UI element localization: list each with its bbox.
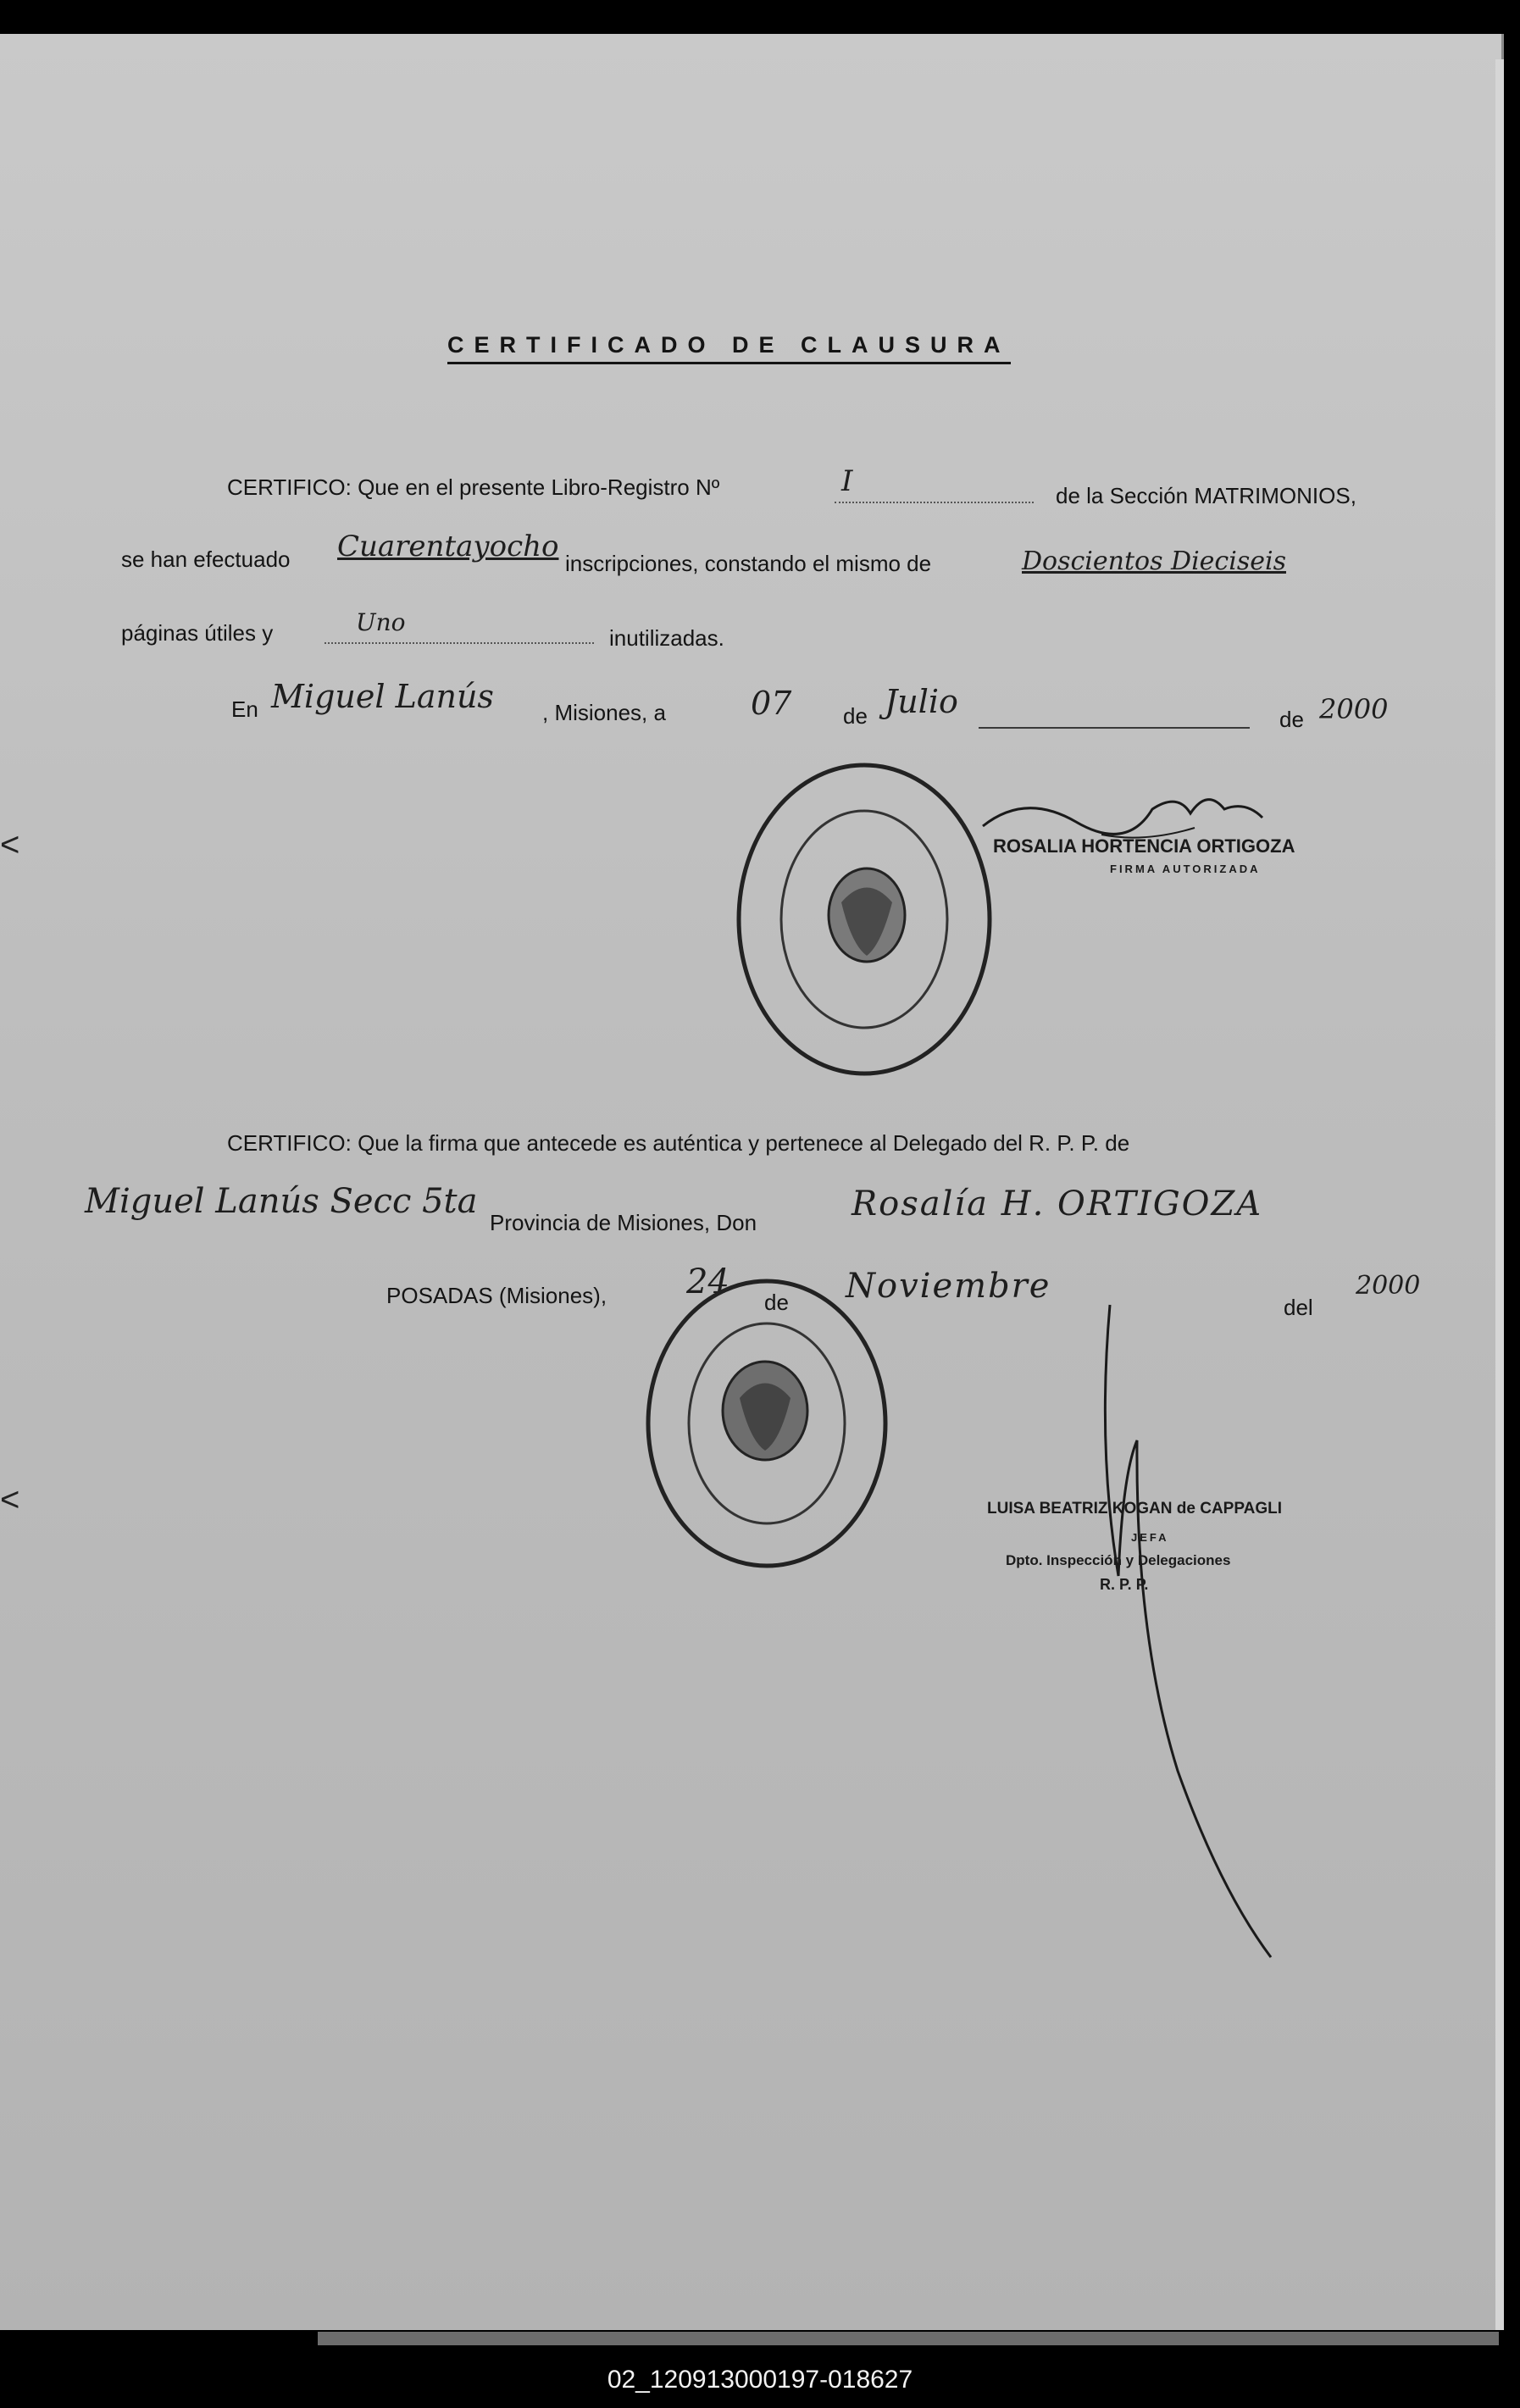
- margin-mark: <: [0, 1481, 20, 1518]
- para2-line2-middle: Provincia de Misiones, Don: [490, 1210, 757, 1235]
- fill-line: [835, 502, 1034, 503]
- stamp2-role: JEFA: [1131, 1531, 1169, 1544]
- day-handwritten: 07: [751, 685, 792, 722]
- month-handwritten: Julio: [885, 683, 958, 720]
- fill-line: [979, 727, 1250, 729]
- para1-line2-middle: inscripciones, constando el mismo de: [565, 551, 932, 576]
- para1-line2-prefix: se han efectuado: [121, 547, 291, 572]
- stamp2-dept: Dpto. Inspección y Delegaciones: [1006, 1552, 1231, 1568]
- stamp2-org: R. P. P.: [1100, 1576, 1149, 1593]
- stamp1-name: ROSALIA HORTENCIA ORTIGOZA: [993, 835, 1295, 857]
- signature-2: [1076, 1296, 1288, 1974]
- para1-line3-suffix: inutilizadas.: [609, 625, 724, 651]
- day2-handwritten: 24: [686, 1262, 729, 1301]
- page-edge: [1495, 59, 1504, 2330]
- stamp1-role: FIRMA AUTORIZADA: [1110, 863, 1261, 875]
- para2-line1: CERTIFICO: Que la firma que antecede es auténtica y pertenece al Delegado del R. P. P. de: [227, 1130, 1130, 1156]
- para1-de1: de: [843, 703, 868, 729]
- official-seal-2: [640, 1271, 894, 1576]
- para2-line3-prefix: POSADAS (Misiones),: [386, 1283, 607, 1308]
- stamp2-name: LUISA BEATRIZ KOGAN de CAPPAGLI: [987, 1500, 1282, 1517]
- para1-en: En: [231, 696, 258, 722]
- scan-identifier: 02_120913000197-018627: [607, 2366, 913, 2394]
- paginas-count: Doscientos Dieciseis: [1022, 547, 1286, 576]
- inutilizadas-count: Uno: [356, 608, 406, 636]
- para2-de1: de: [764, 1290, 789, 1315]
- para1-de2: de: [1279, 707, 1304, 732]
- place-handwritten: Miguel Lanús Secc 5ta: [85, 1182, 478, 1221]
- fill-line: [325, 642, 594, 644]
- document-title: CERTIFICADO DE CLAUSURA: [447, 332, 1011, 364]
- year2-handwritten: 2000: [1356, 1271, 1421, 1301]
- name-handwritten: Rosalía H. ORTIGOZA: [852, 1185, 1263, 1223]
- official-seal-1: [733, 754, 1004, 1085]
- month2-handwritten: Noviembre: [846, 1267, 1051, 1306]
- inscripciones-count: Cuarentayocho: [337, 530, 559, 563]
- para1-misiones: , Misiones, a: [542, 700, 666, 725]
- para1-line3-prefix: páginas útiles y: [121, 620, 274, 646]
- year-handwritten: 2000: [1319, 693, 1389, 725]
- para2-del: del: [1284, 1295, 1313, 1320]
- city-handwritten: Miguel Lanús: [271, 678, 494, 715]
- para1-line1-prefix: CERTIFICO: Que en el presente Libro-Registro Nº: [227, 474, 720, 500]
- margin-mark: <: [0, 826, 20, 863]
- page-bottom-edge: [318, 2332, 1499, 2345]
- libro-numero: I: [841, 464, 853, 498]
- para1-line1-suffix: de la Sección MATRIMONIOS,: [1056, 483, 1356, 508]
